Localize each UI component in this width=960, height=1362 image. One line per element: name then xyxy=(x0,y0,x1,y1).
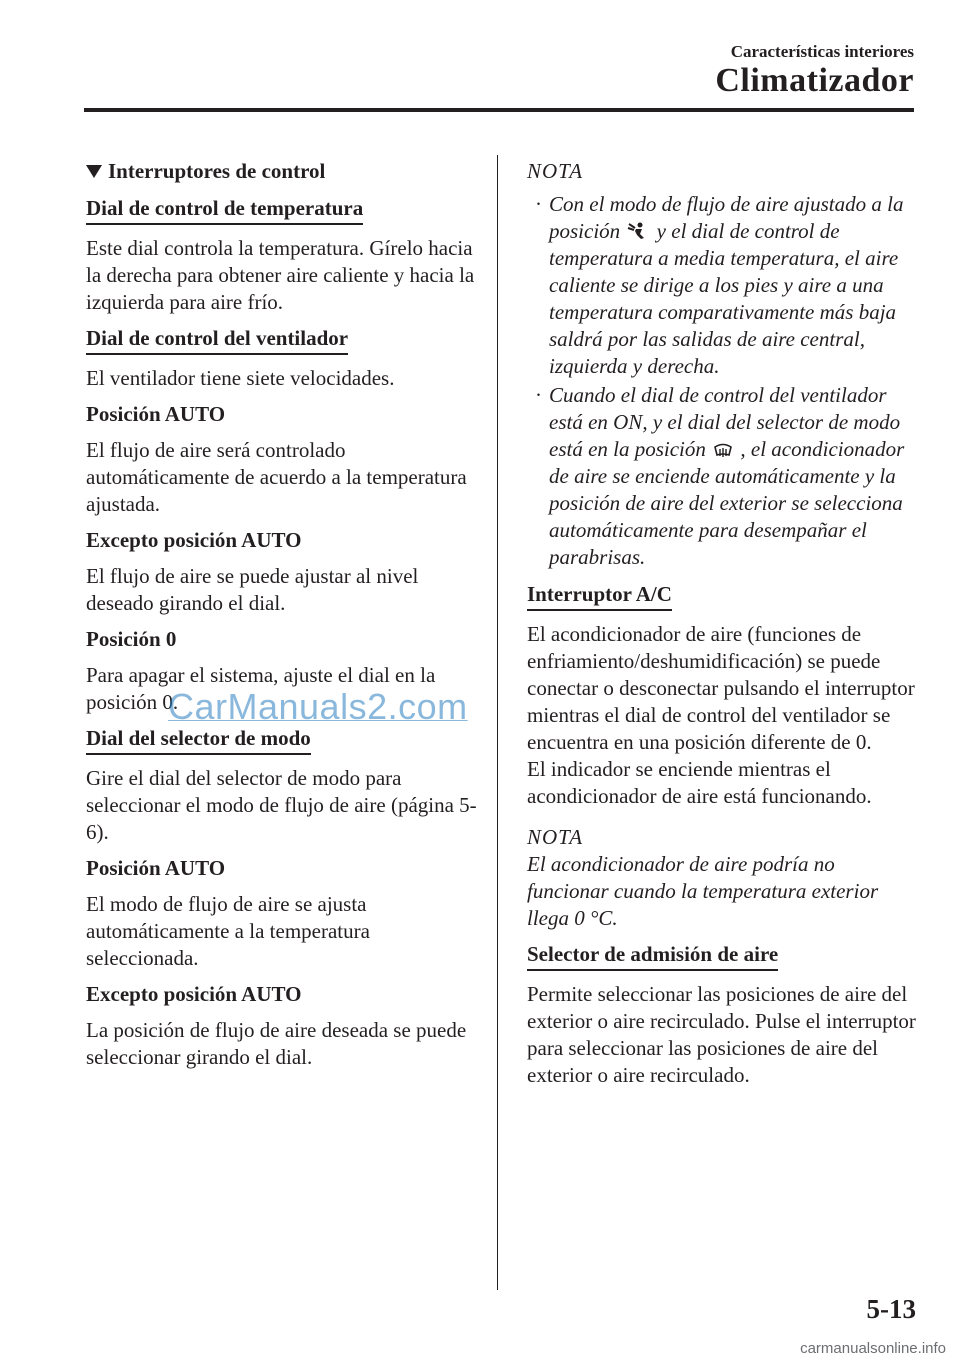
windshield-defrost-icon xyxy=(713,441,733,459)
mode-except-text: La posición de flujo de aire deseada se puede seleccionar girando el dial. xyxy=(86,1018,467,1069)
mode-except-label: Excepto posición AUTO xyxy=(86,982,302,1006)
air-intake-heading: Selector de admisión de aire xyxy=(527,942,778,971)
fan-dial-text: El ventilador tiene siete velocidades. xyxy=(86,366,395,390)
mode-dial-text: Gire el dial del selector de modo para seleccionar el modo de flujo de aire (página 5-6). xyxy=(86,766,477,844)
ac-switch-text-1: El acondicionador de aire (funciones de enfriamiento/deshumidificación) se puede conectar o desconectar pulsando el interruptor mientras el dial de control del ventilador se encuentra en una posición diferente de 0. xyxy=(527,622,915,754)
header-rule xyxy=(84,108,914,112)
fan-except-text: El flujo de aire se puede ajustar al nivel deseado girando el dial. xyxy=(86,564,419,615)
bullet-dot-icon: · xyxy=(535,192,542,216)
ac-switch-text-2: El indicador se enciende mientras el acondicionador de aire está funcionando. xyxy=(527,757,872,808)
footer-url: carmanualsonline.info xyxy=(800,1340,946,1357)
ac-switch-heading: Interruptor A/C xyxy=(527,582,672,611)
right-column xyxy=(527,158,920,1098)
left-column xyxy=(86,158,478,1080)
header-section-title: Características interiores xyxy=(730,42,914,61)
feet-defrost-mode-icon xyxy=(627,221,649,241)
column-divider xyxy=(497,155,498,1290)
mode-auto-label: Posición AUTO xyxy=(86,856,226,880)
bullet-dot-icon: · xyxy=(535,383,542,407)
fan-except-label: Excepto posición AUTO xyxy=(86,528,302,552)
fan-dial-heading: Dial de control del ventilador xyxy=(86,326,348,355)
fan-zero-label: Posición 0 xyxy=(86,627,177,651)
page-number: 5-13 xyxy=(866,1294,916,1324)
nota-title: NOTA xyxy=(527,159,584,183)
watermark-text: CarManuals2.com xyxy=(168,686,468,727)
section-title xyxy=(86,158,478,185)
bullet-2-text-a: Cuando el dial de control del ventilador está en ON, y el dial del selector de modo está en la posición xyxy=(549,383,901,461)
temperature-dial-heading: Dial de control de temperatura xyxy=(86,196,363,225)
nota-bullet-1 xyxy=(527,191,920,380)
header-chapter-title: Climatizador xyxy=(715,62,914,99)
nota-bullet-2 xyxy=(527,382,920,571)
mode-dial-heading: Dial del selector de modo xyxy=(86,726,311,755)
fan-auto-label: Posición AUTO xyxy=(86,402,226,426)
bullet-1-text-a: Con el modo de flujo de aire ajustado a la posición xyxy=(549,192,904,243)
fan-auto-text: El flujo de aire será controlado automáticamente de acuerdo a la temperatura ajustada. xyxy=(86,438,467,516)
nota-title: NOTA xyxy=(527,825,584,849)
bullet-2-text-b: , el acondicionador de aire se enciende automáticamente y la posición de aire del exterior se selecciona automáticamente para desempañar el parabrisas. xyxy=(549,437,905,569)
watermark xyxy=(168,686,468,728)
bullet-1-text-b: y el dial de control de temperatura a media temperatura, el aire caliente se dirige a los pies y aire a una temperatura comparativamente más baja saldrá por las salidas de aire central, izquierda y derecha. xyxy=(549,219,899,378)
fan-zero-text: Para apagar el sistema, ajuste el dial en la posición 0. xyxy=(86,663,436,714)
triangle-down-icon xyxy=(86,165,102,178)
mode-auto-text: El modo de flujo de aire se ajusta automáticamente a la temperatura seleccionada. xyxy=(86,892,370,970)
air-intake-text: Permite seleccionar las posiciones de aire del exterior o aire recirculado. Pulse el interruptor para seleccionar las posiciones de aire del exterior o aire recirculado. xyxy=(527,982,916,1087)
section-title-text: Interruptores de control xyxy=(108,159,326,183)
nota-2-text: El acondicionador de aire podría no funcionar cuando la temperatura exterior llega 0 °C. xyxy=(527,852,879,930)
temperature-dial-text: Este dial controla la temperatura. Gírelo hacia la derecha para obtener aire caliente y hacia la izquierda para aire frío. xyxy=(86,236,475,314)
